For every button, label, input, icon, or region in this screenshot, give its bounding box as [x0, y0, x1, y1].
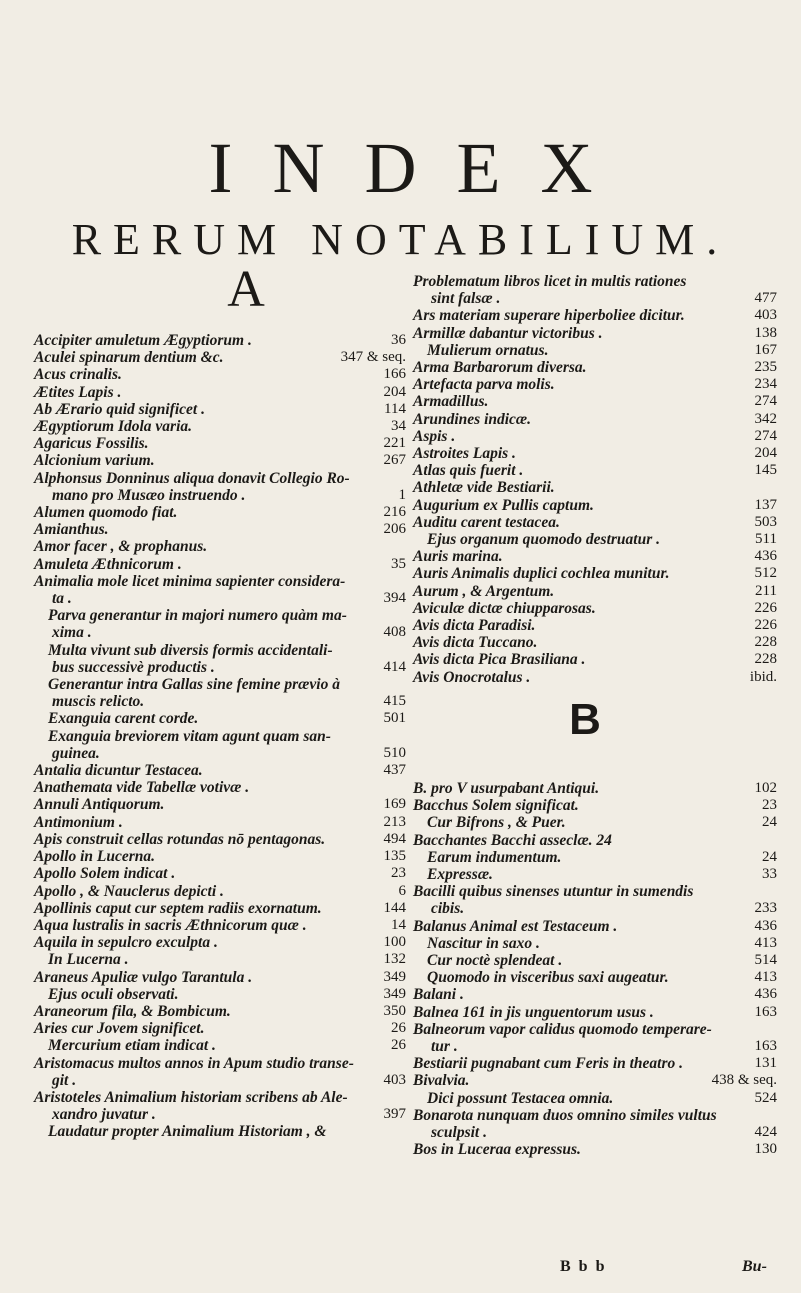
entry-text: Accipiter amuletum Ægyptiorum . — [34, 332, 252, 349]
entry-page-number: 413 — [754, 934, 777, 951]
entry-page-number: 135 — [383, 848, 406, 865]
entry-page-number: 36 — [391, 332, 406, 348]
entry-text: Apollo in Lucerna. — [34, 848, 156, 866]
entry-page-number: 415 — [383, 693, 406, 710]
entry-page-number: 1 — [398, 486, 406, 503]
entry-page-number: 403 — [754, 307, 777, 324]
entry-text: Ejus oculi observati. — [48, 985, 179, 1003]
entry-text: Parva generantur in majori numero quàm ma- — [48, 607, 347, 625]
section-letter-b: B — [569, 695, 601, 744]
entry-page-number: 26 — [391, 1037, 406, 1054]
entry-text: Bos in Luceraa expressus. — [413, 1141, 581, 1159]
entry-text: Bonarota nunquam duos omnino similes vultus — [413, 1106, 717, 1124]
entry-text: Avis dicta Tuccano. — [413, 634, 538, 652]
entry-text: Auditu carent testacea. — [413, 513, 560, 531]
entry-text: Avis dicta Pica Brasiliana . — [413, 651, 586, 669]
entry-text: Cur noctè splendeat . — [427, 952, 563, 970]
entry-page-number: 342 — [754, 410, 777, 427]
entry-page-number: 144 — [383, 899, 406, 916]
index-entry — [34, 883, 406, 900]
index-entry — [34, 401, 406, 418]
right-column-a — [413, 273, 777, 686]
index-entry — [413, 849, 777, 866]
entry-text: Aristomacus multos annos in Apum studio transe- — [34, 1054, 354, 1072]
index-entry — [413, 514, 777, 531]
index-entry — [34, 1003, 406, 1020]
index-entry — [413, 1090, 777, 1107]
right-column-b — [413, 780, 777, 1158]
entry-page-number: 33 — [762, 866, 777, 883]
entry-page-number: 26 — [391, 1020, 406, 1037]
entry-text: Acus crinalis. — [34, 366, 122, 384]
index-entry — [34, 1020, 406, 1037]
entry-page-number: 213 — [383, 813, 406, 830]
index-entry — [34, 556, 406, 573]
entry-text: Athletæ vide Bestiarii. — [413, 479, 555, 497]
entry-text: Aquila in sepulcro exculpta . — [34, 934, 218, 952]
entry-page-number: 234 — [754, 376, 777, 393]
entry-text: Alcionium varium. — [34, 452, 155, 470]
entry-text: Laudatur propter Animalium Historiam , & — [48, 1123, 327, 1141]
entry-text: Multa vivunt sub diversis formis accidentali- — [48, 641, 333, 659]
entry-text: Balnea 161 in jis unguentorum usus . — [413, 1003, 654, 1021]
index-entry — [413, 617, 777, 634]
entry-page-number: 494 — [383, 830, 406, 847]
entry-page-number: 226 — [754, 617, 777, 634]
entry-text: Araneus Apuliæ vulgo Tarantula . — [34, 968, 253, 986]
index-entry — [413, 583, 777, 600]
entry-text: Exanguia carent corde. — [48, 710, 199, 728]
entry-text: Antimonium . — [34, 813, 123, 831]
index-entry — [413, 600, 777, 617]
index-entry — [34, 452, 406, 469]
index-entry — [413, 462, 777, 479]
index-entry — [34, 779, 406, 796]
entry-page-number: ibid. — [749, 668, 777, 685]
index-entry — [34, 676, 406, 710]
entry-page-number: 436 — [754, 917, 777, 934]
entry-text: Araneorum fila, & Bombicum. — [34, 1002, 231, 1020]
index-entry — [34, 504, 406, 521]
entry-page-number: 167 — [754, 341, 777, 358]
index-entry — [413, 1072, 777, 1089]
entry-text: Bestiarii pugnabant cum Feris in theatro . — [413, 1055, 684, 1073]
index-entry — [34, 986, 406, 1003]
index-entry — [413, 445, 777, 462]
index-entry — [413, 866, 777, 883]
index-entry — [34, 814, 406, 831]
entry-text: B. pro V usurpabant Antiqui. — [413, 780, 600, 797]
index-entry — [413, 428, 777, 445]
entry-text: Quomodo in visceribus saxi augeatur. — [427, 969, 669, 987]
entry-page-number: 228 — [754, 651, 777, 668]
entry-page-number: 166 — [383, 366, 406, 383]
index-entry — [34, 831, 406, 848]
entry-text: Augurium ex Pullis captum. — [413, 496, 594, 514]
index-entry — [34, 865, 406, 882]
entry-page-number: 6 — [398, 882, 406, 899]
entry-page-number: 114 — [384, 400, 406, 417]
index-entry — [413, 273, 777, 307]
index-entry — [413, 376, 777, 393]
entry-text: Exanguia breviorem vitam agunt quam san- — [48, 727, 331, 745]
entry-text: Amuleta Æthnicorum . — [34, 555, 182, 573]
index-entry — [413, 497, 777, 514]
entry-text: Problematum libros licet in multis rationes — [413, 273, 687, 290]
entry-page-number: 132 — [383, 951, 406, 968]
entry-text: Aurum , & Argentum. — [413, 582, 555, 600]
left-column — [34, 332, 406, 1141]
index-entry — [34, 366, 406, 383]
entry-text: Arundines indicæ. — [413, 410, 532, 428]
entry-text: Mercurium etiam indicat . — [48, 1037, 216, 1055]
index-entry — [413, 531, 777, 548]
entry-text: Armillæ dabantur victoribus . — [413, 324, 603, 342]
entry-text: Mulierum ornatus. — [427, 341, 549, 359]
entry-text: Apollinis caput cur septem radiis exornatum. — [34, 899, 322, 917]
entry-page-number: 349 — [383, 968, 406, 985]
index-entry — [413, 797, 777, 814]
entry-page-number: 414 — [383, 658, 406, 675]
index-entry — [413, 780, 777, 797]
index-entry — [34, 969, 406, 986]
entry-page-number: 145 — [754, 462, 777, 479]
entry-text: Amianthus. — [34, 521, 109, 539]
entry-page-number: 102 — [754, 780, 777, 796]
entry-page-number: 350 — [383, 1002, 406, 1019]
entry-text: Ars materiam superare hiperboliee dicitur. — [413, 307, 685, 325]
entry-page-number: 130 — [754, 1141, 777, 1158]
index-entry — [413, 832, 777, 849]
index-entry — [34, 418, 406, 435]
catchword: Bu- — [742, 1258, 767, 1275]
entry-text: Anathemata vide Tabellæ votivæ . — [34, 779, 250, 797]
index-entry — [34, 917, 406, 934]
entry-page-number: 436 — [754, 986, 777, 1003]
entry-continuation: xima . — [52, 624, 92, 642]
index-entry — [413, 969, 777, 986]
entry-text: Antalia dicuntur Testacea. — [34, 762, 203, 780]
entry-page-number: 477 — [754, 290, 777, 307]
entry-continuation: ta . — [52, 590, 72, 608]
signature-mark: B b b — [560, 1258, 607, 1275]
entry-text: Bacchantes Bacchi asseclæ. 24 — [413, 831, 612, 849]
entry-text: Balneorum vapor calidus quomodo temperare- — [413, 1020, 712, 1038]
entry-page-number: 403 — [383, 1071, 406, 1088]
entry-page-number: 100 — [383, 934, 406, 951]
entry-page-number: 524 — [754, 1089, 777, 1106]
index-entry — [413, 935, 777, 952]
entry-page-number: 34 — [391, 418, 406, 435]
entry-page-number: 347 & seq. — [340, 349, 406, 366]
entry-text: Balani . — [413, 986, 464, 1004]
entry-page-number: 274 — [754, 427, 777, 444]
entry-text: Avis dicta Paradisi. — [413, 617, 536, 635]
entry-page-number: 221 — [383, 435, 406, 452]
entry-page-number: 211 — [755, 582, 777, 599]
entry-page-number: 163 — [754, 1003, 777, 1020]
entry-continuation: bus successivè productis . — [52, 658, 215, 676]
entry-continuation: muscis relicto. — [52, 693, 145, 711]
index-entry — [413, 952, 777, 969]
index-entry — [413, 651, 777, 668]
index-entry — [34, 762, 406, 779]
entry-continuation: cibis. — [431, 900, 465, 918]
index-entry — [413, 342, 777, 359]
entry-page-number: 204 — [754, 445, 777, 462]
index-entry — [34, 521, 406, 538]
entry-page-number: 437 — [383, 762, 406, 779]
entry-text: Ejus organum quomodo destruatur . — [427, 531, 661, 549]
entry-page-number: 514 — [754, 952, 777, 969]
entry-page-number: 438 & seq. — [711, 1072, 777, 1089]
index-entry — [34, 538, 406, 555]
entry-page-number: 204 — [383, 383, 406, 400]
entry-text: Alumen quomodo fiat. — [34, 504, 178, 522]
entry-text: Balanus Animal est Testaceum . — [413, 917, 618, 935]
entry-page-number: 137 — [754, 496, 777, 513]
entry-page-number: 267 — [383, 452, 406, 469]
entry-text: Astroites Lapis . — [413, 445, 516, 463]
index-entry — [413, 1055, 777, 1072]
index-entry — [413, 986, 777, 1003]
index-entry — [34, 573, 406, 607]
entry-page-number: 169 — [383, 796, 406, 813]
entry-text: Annuli Antiquorum. — [34, 796, 165, 814]
index-entry — [413, 565, 777, 582]
entry-continuation: xandro juvatur . — [52, 1106, 156, 1124]
entry-page-number: 24 — [762, 814, 777, 831]
index-entry — [34, 728, 406, 762]
entry-page-number: 35 — [391, 555, 406, 572]
entry-page-number: 510 — [383, 744, 406, 761]
index-entry — [413, 1107, 777, 1141]
entry-continuation: git . — [52, 1071, 77, 1089]
index-entry — [34, 349, 406, 366]
entry-text: Avis Onocrotalus . — [413, 668, 531, 686]
index-entry — [34, 710, 406, 727]
index-entry — [413, 669, 777, 686]
entry-text: In Lucerna . — [48, 951, 129, 969]
entry-text: Ab Ærario quid significet . — [34, 400, 205, 418]
entry-text: Ægyptiorum Idola varia. — [34, 418, 193, 436]
index-entry — [34, 470, 406, 504]
entry-continuation: mano pro Musæo instruendo . — [52, 486, 246, 504]
entry-continuation: sculpsit . — [431, 1124, 487, 1142]
entry-text: Aries cur Jovem significet. — [34, 1020, 205, 1038]
index-entry — [34, 848, 406, 865]
entry-text: Artefacta parva molis. — [413, 376, 555, 394]
entry-text: Auris Animalis duplici cochlea munitur. — [413, 565, 670, 583]
entry-page-number: 24 — [762, 848, 777, 865]
entry-page-number: 274 — [754, 393, 777, 410]
entry-text: Amor facer , & prophanus. — [34, 538, 208, 556]
index-entry — [34, 1037, 406, 1054]
section-letter-a: A — [227, 261, 265, 318]
index-entry — [34, 1055, 406, 1089]
index-entry — [34, 332, 406, 349]
index-entry — [34, 951, 406, 968]
index-entry — [413, 918, 777, 935]
entry-text: Aculei spinarum dentium &c. — [34, 349, 224, 367]
entry-text: Atlas quis fuerit . — [413, 462, 524, 480]
index-entry — [413, 634, 777, 651]
entry-page-number: 413 — [754, 969, 777, 986]
entry-continuation: sint falsæ . — [431, 290, 501, 308]
entry-page-number: 408 — [383, 624, 406, 641]
entry-page-number: 235 — [754, 359, 777, 376]
entry-text: Animalia mole licet minima sapienter considera- — [34, 572, 346, 590]
index-entry — [413, 1021, 777, 1055]
entry-page-number: 163 — [754, 1038, 777, 1055]
entry-page-number: 138 — [754, 324, 777, 341]
entry-page-number: 501 — [383, 710, 406, 727]
entry-page-number: 23 — [762, 797, 777, 814]
entry-page-number: 503 — [754, 513, 777, 530]
entry-page-number: 349 — [383, 985, 406, 1002]
entry-continuation: guinea. — [52, 744, 100, 762]
entry-text: Apis construit cellas rotundas nō pentagonas. — [34, 830, 326, 848]
entry-text: Arma Barbarorum diversa. — [413, 359, 587, 377]
index-entry — [413, 479, 777, 496]
entry-text: Aristoteles Animalium historiam scribens ab Ale- — [34, 1088, 348, 1106]
entry-page-number: 394 — [383, 590, 406, 607]
entry-continuation: tur . — [431, 1038, 458, 1056]
index-title: INDEX — [208, 128, 633, 208]
entry-text: Alphonsus Donninus aliqua donavit Collegio Ro- — [34, 469, 350, 487]
index-entry — [413, 548, 777, 565]
index-entry — [413, 359, 777, 376]
entry-text: Ætites Lapis . — [34, 383, 122, 401]
index-entry — [34, 796, 406, 813]
index-entry — [413, 883, 777, 917]
entry-page-number: 424 — [754, 1124, 777, 1141]
entry-page-number: 226 — [754, 599, 777, 616]
index-entry — [413, 1004, 777, 1021]
index-entry — [413, 325, 777, 342]
index-entry — [34, 642, 406, 676]
index-entry — [34, 607, 406, 641]
entry-page-number: 512 — [754, 565, 777, 582]
entry-text: Apollo , & Nauclerus depicti . — [34, 882, 224, 900]
entry-page-number: 131 — [754, 1055, 777, 1072]
entry-text: Apollo Solem indicat . — [34, 865, 176, 883]
entry-text: Bivalvia. — [413, 1072, 470, 1090]
entry-text: Expressæ. — [427, 866, 493, 884]
entry-page-number: 397 — [383, 1106, 406, 1123]
entry-text: Generantur intra Gallas sine femine prævio à — [48, 676, 340, 694]
index-entry — [413, 1141, 777, 1158]
entry-text: Aspis . — [413, 427, 456, 445]
entry-text: Earum indumentum. — [427, 848, 562, 866]
index-entry — [34, 435, 406, 452]
entry-page-number: 511 — [755, 531, 777, 548]
index-entry — [413, 814, 777, 831]
entry-page-number: 233 — [754, 900, 777, 917]
entry-page-number: 436 — [754, 548, 777, 565]
entry-text: Nascitur in saxo . — [427, 934, 540, 952]
entry-text: Agaricus Fossilis. — [34, 435, 149, 453]
entry-text: Cur Bifrons , & Puer. — [427, 814, 566, 832]
entry-text: Bacilli quibus sinenses utuntur in sumendis — [413, 883, 694, 901]
entry-page-number: 206 — [383, 521, 406, 538]
entry-page-number: 228 — [754, 634, 777, 651]
index-entry — [34, 384, 406, 401]
entry-page-number: 14 — [391, 916, 406, 933]
index-entry — [413, 307, 777, 324]
entry-text: Bacchus Solem significat. — [413, 797, 579, 815]
entry-text: Auris marina. — [413, 548, 503, 566]
entry-page-number: 216 — [383, 504, 406, 521]
entry-page-number: 23 — [391, 865, 406, 882]
index-entry — [34, 1089, 406, 1123]
entry-text: Aviculæ dictæ chiupparosas. — [413, 599, 596, 617]
index-entry — [34, 934, 406, 951]
entry-text: Armadillus. — [413, 393, 489, 411]
index-subtitle: RERUM NOTABILIUM. — [71, 215, 730, 264]
entry-text: Dici possunt Testacea omnia. — [427, 1089, 614, 1107]
index-entry — [34, 900, 406, 917]
index-entry — [34, 1123, 406, 1140]
entry-text: Aqua lustralis in sacris Æthnicorum quæ . — [34, 916, 307, 934]
index-entry — [413, 393, 777, 410]
index-entry — [413, 411, 777, 428]
